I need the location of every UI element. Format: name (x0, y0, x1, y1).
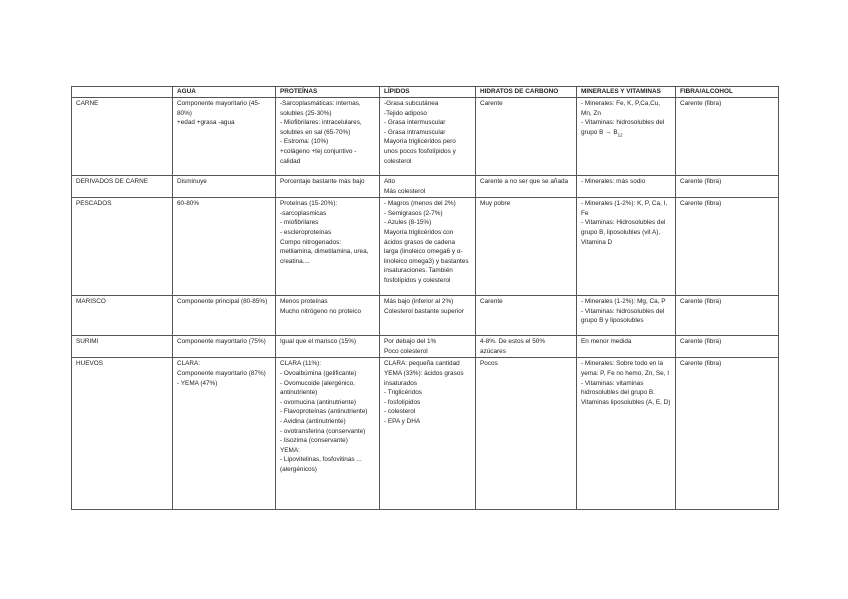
cell-line: +colágeno +tej conjuntivo - calidad (280, 147, 357, 165)
cell-line: -Sarcoplasmáticas: internas, solubles (25-30%) (280, 100, 361, 117)
cell-agua (173, 98, 276, 176)
cell-line: - YEMA (47%) (177, 379, 218, 387)
cell-line: - miofibrilares (280, 219, 319, 227)
cell-line: Por debajo del 1% (384, 338, 437, 346)
cell-line: Pocos (480, 360, 498, 368)
cell-line: - lisozima (conservante) (280, 437, 348, 445)
cell-line: - Lipovitelinas, fosfovitinas ... (alergénicos) (280, 456, 362, 473)
header-cell: LÍPIDOS (380, 87, 476, 98)
subscript: 12 (617, 132, 623, 138)
nutrition-table (71, 86, 779, 510)
cell-line: Alto (384, 178, 396, 185)
cell-line: Más bajo (inferior al 2%) (384, 298, 454, 306)
cell-hidratos (476, 336, 577, 358)
cell-fibra (676, 98, 779, 176)
cell-line: Más colesterol (384, 187, 426, 195)
cell-line: Igual que el marisco (15%) (280, 338, 357, 346)
header-cell: MINERALES Y VITAMINAS (577, 87, 676, 98)
cell-proteinas (276, 358, 380, 510)
cell-agua (173, 358, 276, 510)
cell-fibra (676, 296, 779, 336)
cell-line: Componente mayoritario (75%) (177, 338, 266, 346)
table-row (72, 296, 779, 336)
cell-line: - Vitaminas: Hidrosolubles del grupo B, liposolubles (vit A), Vitamina D (581, 219, 666, 246)
row-label: CARNE (72, 98, 173, 176)
cell-line: Porcentaje bastante más bajo (280, 178, 365, 185)
row-label: HUEVOS (72, 358, 173, 510)
cell-agua (173, 198, 276, 296)
cell-minerales (577, 176, 676, 198)
cell-agua (173, 336, 276, 358)
cell-line: - Ovomucoide (alergénico, antinutriente) (280, 379, 355, 397)
cell-line: Colesterol bastante superior (384, 307, 464, 315)
cell-line: Proteínas (15-20%): (280, 200, 338, 208)
cell-line: Carente (480, 100, 503, 107)
cell-minerales (577, 296, 676, 336)
cell-minerales (577, 358, 676, 510)
cell-line: - Minerales: más sodio (581, 178, 646, 185)
cell-proteinas (276, 198, 380, 296)
table-row (72, 98, 779, 176)
cell-line: - Magros (menos del 2%) (384, 200, 456, 208)
cell-fibra (676, 358, 779, 510)
cell-hidratos (476, 176, 577, 198)
cell-line: - EPA y DHA (384, 417, 421, 425)
cell-proteinas (276, 98, 380, 176)
cell-line: - Azules (8-15%) (384, 219, 432, 227)
cell-minerales (577, 198, 676, 296)
cell-lipidos (380, 296, 476, 336)
cell-line: Componente principal (80-85%) (177, 298, 268, 306)
cell-hidratos (476, 358, 577, 510)
cell-minerales (577, 336, 676, 358)
cell-line: - escleroproteínas (280, 228, 332, 236)
cell-line: Menos proteínas (280, 298, 328, 306)
cell-line: - Miofibrilares: intracelulares, solubles en sal (65-70%) (280, 119, 362, 136)
cell-line: Carente (fibra) (680, 178, 722, 185)
cell-line: Poco colesterol (384, 347, 428, 355)
table-row (72, 176, 779, 198)
cell-agua (173, 176, 276, 198)
cell-line: - Vitaminas: vitaminas hidrosolubles del grupo B. Vitaminas liposolubles (A, E, D) (581, 379, 671, 406)
header-cell: HIDRATOS DE CARBONO (476, 87, 577, 98)
cell-line: - Grasa intramuscular (384, 128, 446, 136)
cell-line: 4-8%. De estos el 50% azúcares (480, 338, 546, 355)
row-label: PESCADOS (72, 198, 173, 296)
cell-lipidos (380, 176, 476, 198)
cell-line: CLARA (11%): (280, 360, 322, 368)
cell-line: - ovotransferina (conservante) (280, 427, 366, 435)
cell-line: - fosfolípidos (384, 398, 421, 406)
row-label: MARISCO (72, 296, 173, 336)
cell-line: - Minerales (1-2%): K, P, Ca, I, Fe (581, 200, 668, 217)
cell-line: - Grasa intermuscular (384, 119, 446, 127)
cell-line: Carente (fibra) (680, 200, 722, 208)
cell-line: Mucho nitrógeno no proteico (280, 307, 362, 315)
cell-line: CLARA: pequeña cantidad (384, 360, 460, 368)
cell-lipidos (380, 336, 476, 358)
cell-line: - Vitaminas: hidrosolubles del grupo $B \to B_{12}$ (581, 119, 665, 138)
cell-line: - Avidina (antinutriente) (280, 417, 346, 425)
header-row (72, 87, 779, 98)
header-cell: PROTEÍNAS (276, 87, 380, 98)
cell-line: Carente (fibra) (680, 298, 722, 306)
cell-line: YEMA: (280, 446, 300, 454)
cell-line: - colesterol (384, 408, 416, 416)
cell-line: -Grasa subcutánea (384, 100, 439, 107)
cell-line: - Minerales (1-2%): Mg, Ca, P (581, 298, 666, 306)
cell-line: - ovomucina (antinutriente) (280, 398, 357, 406)
header-cell (72, 87, 173, 98)
header-cell: AGUA (173, 87, 276, 98)
cell-line: Carente (480, 298, 503, 306)
cell-line: - Semigrasos (2-7%) (384, 209, 443, 217)
table-row (72, 336, 779, 358)
cell-line: - Ovoalbúmina (gelificante) (280, 369, 357, 377)
cell-line: - Triglicéridos (384, 389, 422, 397)
cell-line: Disminuye (177, 178, 207, 185)
cell-line: 60-80% (177, 200, 200, 208)
cell-line: Mayoría triglicéridos pero unos pocos fosfolípidos y colesterol (384, 138, 456, 165)
cell-line: -Tejido adiposo (384, 109, 427, 117)
cell-line: Compo nitrogenados: metilamina, dimetilamina, urea, creatina.... (280, 238, 369, 265)
table-row (72, 358, 779, 510)
cell-line: Componente mayoritario (87%) (177, 369, 266, 377)
cell-agua (173, 296, 276, 336)
cell-hidratos (476, 296, 577, 336)
cell-lipidos (380, 358, 476, 510)
cell-line: Mayoría triglicéridos con ácidos grasos de cadena larga (linoleico omega6 y α-linoleico omega3) y bastantes insaturaciones. También fosfolípidos y colesterol (384, 228, 469, 284)
row-label: DERIVADOS DE CARNE (72, 176, 173, 198)
cell-hidratos (476, 198, 577, 296)
cell-line: - Estroma: (10%) (280, 138, 329, 146)
cell-line: CLARA: (177, 360, 201, 368)
cell-line: YEMA (33%): ácidos grasos insaturados (384, 369, 464, 387)
row-label: SURIMI (72, 336, 173, 358)
cell-lipidos (380, 98, 476, 176)
cell-lipidos (380, 198, 476, 296)
cell-line: Carente (fibra) (680, 360, 722, 368)
cell-line: - Minerales: Fe, K, P,Ca,Cu, Mn, Zn (581, 100, 661, 117)
cell-fibra (676, 176, 779, 198)
cell-line: - Vitaminas: hidrosolubles del grupo B y liposolubles (581, 307, 665, 325)
cell-line: En menor medida (581, 338, 632, 346)
cell-line: +edad +grasa -agua (177, 119, 235, 127)
cell-line: Carente a no ser que se añada (480, 178, 569, 185)
cell-hidratos (476, 98, 577, 176)
cell-fibra (676, 336, 779, 358)
cell-line: Carente (fibra) (680, 100, 722, 107)
cell-line: Muy pobre (480, 200, 511, 208)
table-row (72, 198, 779, 296)
cell-fibra (676, 198, 779, 296)
cell-proteinas (276, 336, 380, 358)
cell-line: -sarcoplasmicas (280, 209, 327, 217)
cell-minerales (577, 98, 676, 176)
header-cell: FIBRA/ALCOHOL (676, 87, 779, 98)
cell-line: - Flavoproteínas (antinutriente) (280, 408, 368, 416)
cell-proteinas (276, 296, 380, 336)
cell-line: Componente mayoritario (45-80%) (177, 100, 261, 117)
cell-line: - Minerales: Sobre todo en la yema: P, Fe no hemo, Zn, Se, I (581, 360, 669, 377)
cell-proteinas (276, 176, 380, 198)
cell-line: Carente (fibra) (680, 338, 722, 346)
